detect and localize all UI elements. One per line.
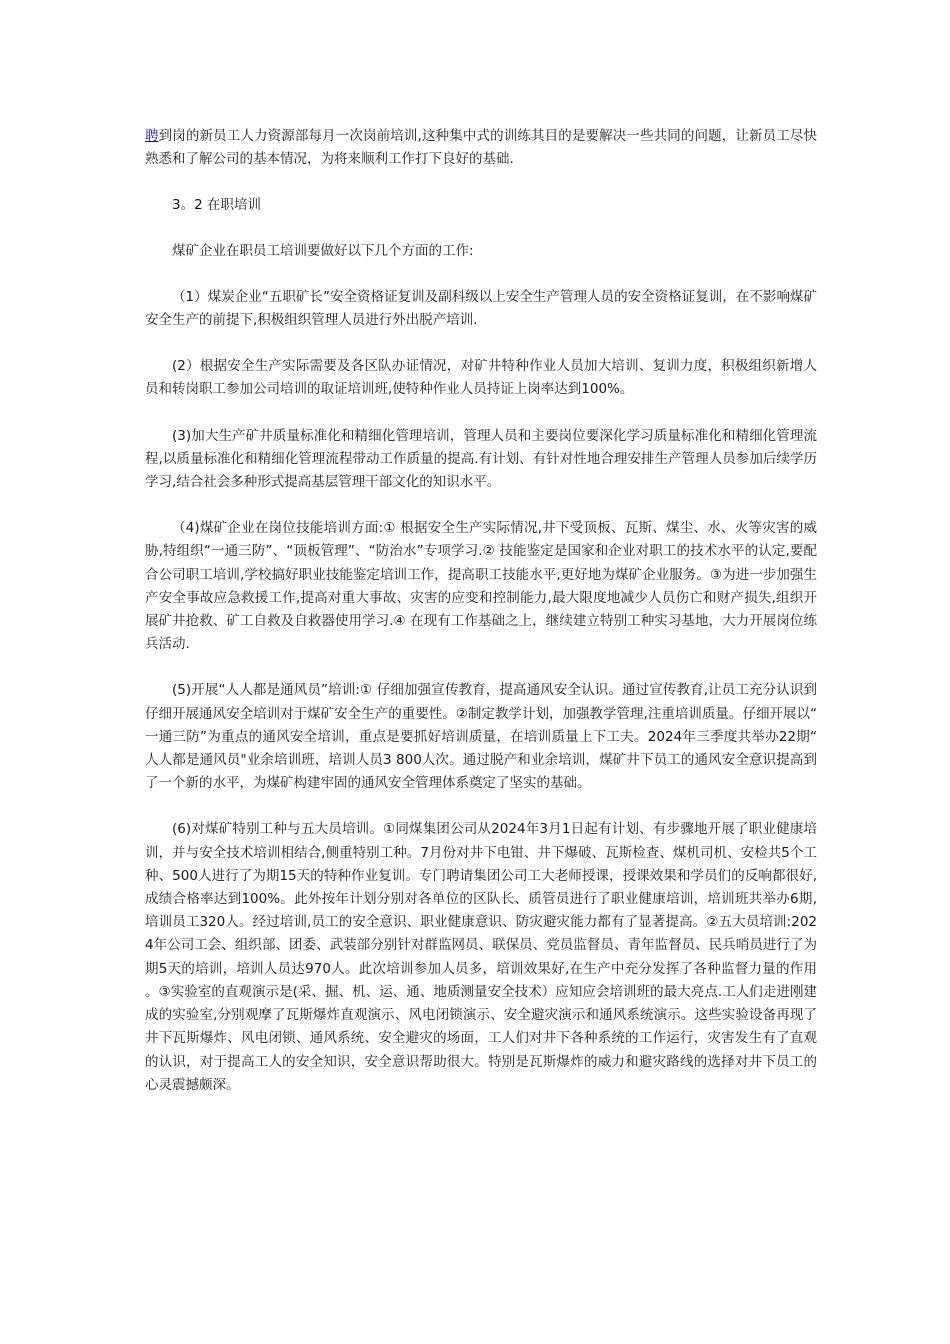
document-body xyxy=(145,125,817,1120)
intro-paragraph xyxy=(145,125,817,171)
item-paragraph-6: (6)对煤矿特别工种与五大员培训。①同煤集团公司从2024年3月1日起有计划、有步骤地开展了职业健康培训，并与安全技术培训相结合,侧重特别工种。7月份对井下电钳、井下爆破、瓦斯检查、煤机司机、安检共5个工种、500人进行了为期15天的特种作业复训。专门聘请集团公司工大老师授课，授课效果和学员们的反响都很好,成绩合格率达到100%。此外按年计划分别对各单位的区队长、质管员进行了职业健康培训，培训班共举办6期,培训员工320人。经过培训,员工的安全意识、职业健康意识、防灾避灾能力都有了显著提高。②五大员培训:2024年公司工会、组织部、团委、武装部分别针对群监网员、联保员、党员监督员、青年监督员、民兵哨员进行了为期5天的培训，培训人员达970人。此次培训参加人员多，培训效果好,在生产中充分发挥了各种监督力量的作用。③实验室的直观演示是(采、掘、机、运、通、地质测量安全技术）应知应会培训班的最大亮点.工人们走进刚建成的实验室,分别观摩了瓦斯爆炸直观演示、风电闭锁演示、安全避灾演示和通风系统演示。这些实验设备再现了井下瓦斯爆炸、风电闭锁、通风系统、安全避灾的场面，工人们对井下各种系统的工作运行，灾害发生有了直观的认识，对于提高工人的安全知识，安全意识帮助很大。特别是瓦斯爆炸的威力和避灾路线的选择对井下员工的心灵震撼颇深。 xyxy=(145,821,817,1093)
item-paragraph-5: (5)开展“人人都是通风员”培训:① 仔细加强宣传教育，提高通风安全认识。通过宣传教育,让员工充分认识到仔细开展通风安全培训对于煤矿安全生产的重要性。②制定教学计划，加强教学管理,注重培训质量。仔细开展以“一通三防”为重点的通风安全培训，重点是要抓好培训质量，在培训质量上下工夫。2024年三季度共举办22期“人人都是通风员"业余培训班，培训人员3 800人次。通过脱产和业余培训，煤矿井下员工的通风安全意识提高到了一个新的水平，为煤矿构建牢固的通风安全管理体系奠定了坚实的基础。 xyxy=(145,682,817,792)
lead-paragraph: 煤矿企业在职员工培训要做好以下几个方面的工作: xyxy=(172,242,474,259)
item-paragraph-4: （4)煤矿企业在岗位技能培训方面:① 根据安全生产实际情况,井下受顶板、瓦斯、煤尘、水、火等灾害的威胁,特组织“一通三防”、“顶板管理”、“防治水”专项学习.② 技能鉴定是国家和企业对职工的技术水平的认定,要配合公司职工培训,学校搞好职业技能鉴定培训工作，提高职工技能水平,更好地为煤矿企业服务。③为进一步加强生产安全事故应急救援工作,提高对重大事故、灾害的应变和控制能力,最大限度地减少人员伤亡和财产损失,组织开展矿井抢救、矿工自救及自救器使用学习.④ 在现有工作基础之上，继续建立特别工种实习基地，大力开展岗位练兵活动. xyxy=(145,520,817,653)
item-paragraph-2: (2）根据安全生产实际需要及各区队办证情况，对矿井特种作业人员加大培训、复训力度，积极组织新增人员和转岗职工参加公司培训的取证培训班,使特种作业人员持证上岗率达到100%。 xyxy=(145,358,817,398)
intro-text: 到岗的新员工人力资源部每月一次岗前培训,这种集中式的训练其目的是要解决一些共同的问题，让新员工尽快熟悉和了解公司的基本情况，为将来顺利工作打下良好的基础. xyxy=(145,128,818,168)
item-paragraph-3: (3)加大生产矿井质量标准化和精细化管理培训，管理人员和主要岗位要深化学习质量标准化和精细化管理流程,以质量标准化和精细化管理流程带动工作质量的提高.有计划、有针对性地合理安排生产管理人员参加后续学历学习,结合社会多种形式提高基层管理干部文化的知识水平。 xyxy=(145,427,817,491)
section-heading: 3。2 在职培训 xyxy=(172,197,261,214)
item-paragraph-1: （1）煤炭企业“五职矿长”安全资格证复训及副科级以上安全生产管理人员的安全资格证复训，在不影响煤矿安全生产的前提下,积极组织管理人员进行外出脱产培训. xyxy=(145,288,817,329)
recruit-link[interactable]: 聘 xyxy=(145,128,159,144)
